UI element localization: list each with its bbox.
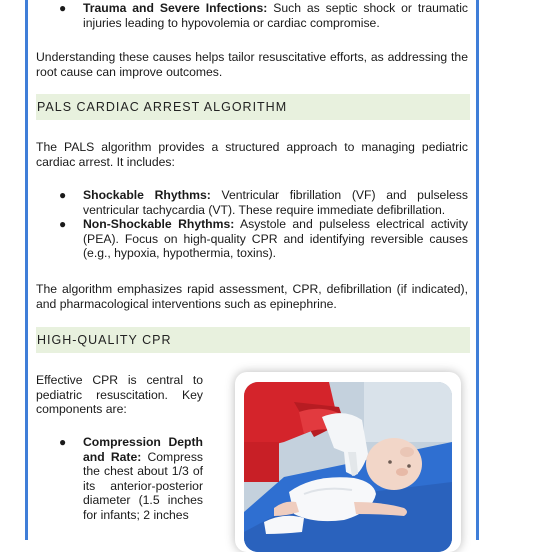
list-item-text: Compress the chest about 1/3 of its anterior-posterior diameter (1.5 inches for infants; 2 inches [83,449,204,522]
pals-summary: The algorithm emphasizes rapid assessment, CPR, defibrillation (if indicated), and pharmacological interventions such as epinephrine. [36,282,468,311]
bullet-icon: ● [59,188,67,202]
list-item [36,1,468,30]
list-item-title: Shockable Rhythms: [83,188,211,202]
infant-cpr-illustration [244,382,452,552]
causes-list [36,1,468,30]
list-item [36,188,468,217]
pals-intro: The PALS algorithm provides a structured approach to managing pediatric cardiac arrest. It includes: [36,140,468,169]
section-heading-pals: PALS CARDIAC ARREST ALGORITHM [36,94,470,120]
page-border-left [25,0,28,540]
causes-summary: Understanding these causes helps tailor resuscitative efforts, as addressing the root cause can improve outcomes. [36,50,468,79]
list-item-title: Non-Shockable Rhythms: [83,217,235,231]
photo-frame [235,372,461,552]
bullet-icon: ● [59,435,67,449]
list-item-title: Trauma and Severe Infections: [83,1,268,15]
section-heading-cpr: HIGH-QUALITY CPR [36,327,470,353]
list-item-title: Compression Depth and Rate: [83,435,203,464]
list-item [36,217,468,261]
page-border-right [476,0,479,540]
list-item-text: Asystole and pulseless electrical activity (PEA). Focus on high-quality CPR and identifying reversible causes (e.g., hypoxia, hypothermia, toxins). [83,217,468,260]
bullet-icon: ● [59,1,67,15]
pals-rhythm-list [36,188,468,261]
list-item [36,435,203,523]
cpr-intro: Effective CPR is central to pediatric resuscitation. Key components are: [36,373,203,416]
infant-cpr-photo [244,382,452,552]
list-item-text: Ventricular fibrillation (VF) and pulseless ventricular tachycardia (VT). These require immediate defibrillation. [83,188,468,217]
list-item-text: Such as septic shock or traumatic injuries leading to hypovolemia or cardiac compromise. [83,1,468,30]
cpr-components-list [36,435,203,523]
bullet-icon: ● [59,217,67,231]
